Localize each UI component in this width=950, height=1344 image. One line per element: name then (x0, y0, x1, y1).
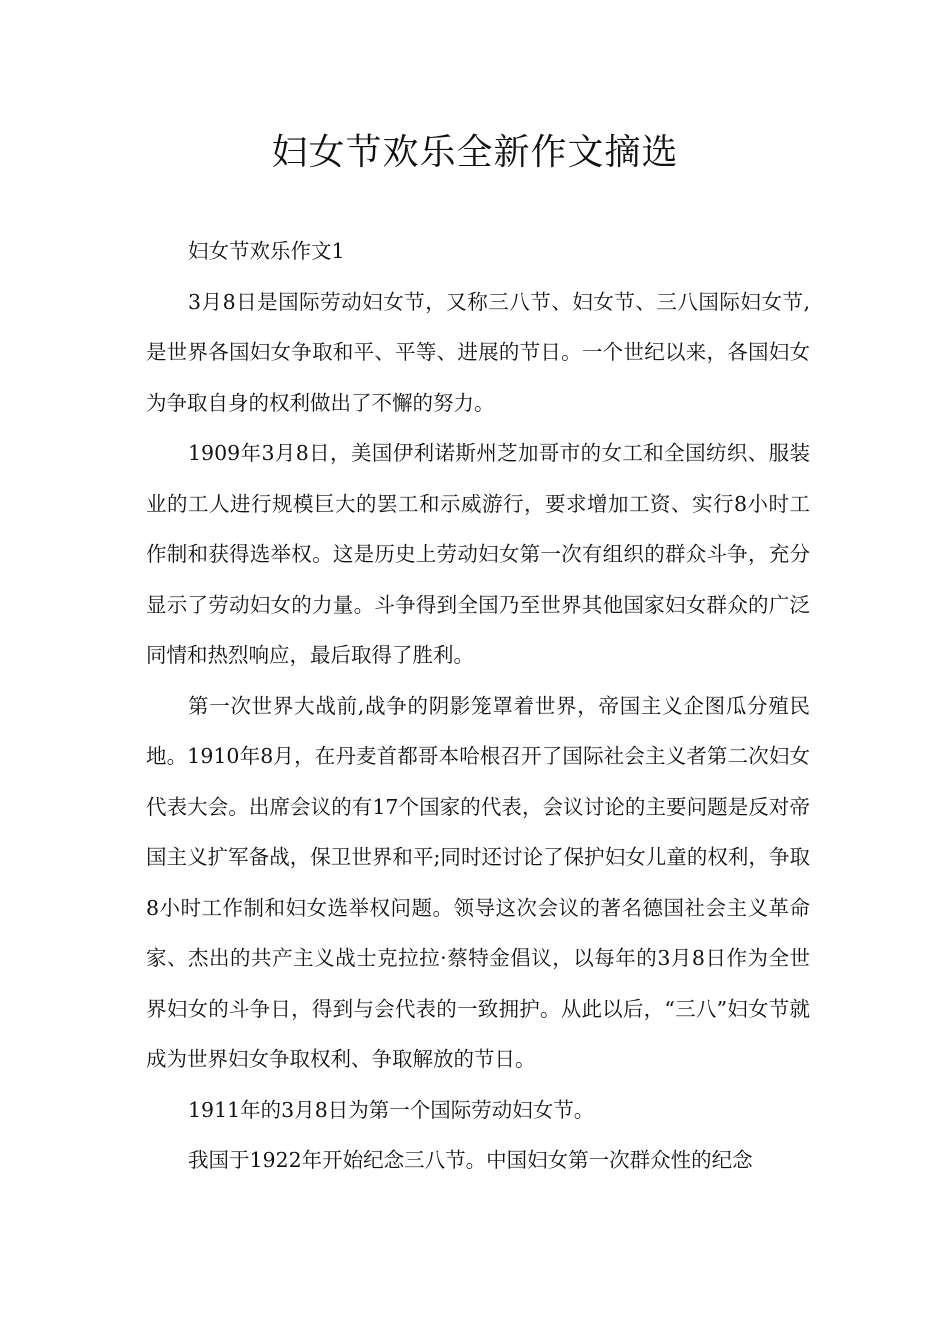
paragraph: 我国于1922年开始纪念三八节。中国妇女第一次群众性的纪念 (188, 1148, 753, 1172)
paragraph: 3月8日是国际劳动妇女节，又称三八节、妇女节、三八国际妇女节,是世界各国妇女争取和平、平等、进展的节日。一个世纪以来，各国妇女为争取自身的权利做出了不懈的努力。 (146, 289, 810, 415)
paragraph-heading: 妇女节欢乐作文1 (188, 239, 345, 263)
paragraph: 1911年的3月8日为第一个国际劳动妇女节。 (188, 1097, 595, 1122)
document-body (146, 226, 810, 1186)
paragraph: 第一次世界大战前,战争的阴影笼罩着世界，帝国主义企图瓜分殖民地。1910年8月，在丹麦首都哥本哈根召开了国际社会主义者第二次妇女代表大会。出席会议的有17个国家的代表，会议讨论的主要问题是反对帝国主义扩军备战，保卫世界和平;同时还讨论了保护妇女儿童的权利，争取8小时工作制和妇女选举权问题。领导这次会议的著名德国社会主义革命家、杰出的共产主义战士克拉拉·蔡特金倡议，以每年的3月8日作为全世界妇女的斗争日，得到与会代表的一致拥护。从此以后，“三八”妇女节就成为世界妇女争取权利、争取解放的节日。 (146, 693, 810, 1071)
paragraph: 1909年3月8日，美国伊利诺斯州芝加哥市的女工和全国纺织、服装业的工人进行规模巨大的罢工和示威游行，要求增加工资、实行8小时工作制和获得选举权。这是历史上劳动妇女第一次有组织的群众斗争，充分显示了劳动妇女的力量。斗争得到全国乃至世界其他国家妇女群众的广泛同情和热烈响应，最后取得了胜利。 (146, 441, 810, 667)
page-title: 妇女节欢乐全新作文摘选 (271, 132, 679, 173)
